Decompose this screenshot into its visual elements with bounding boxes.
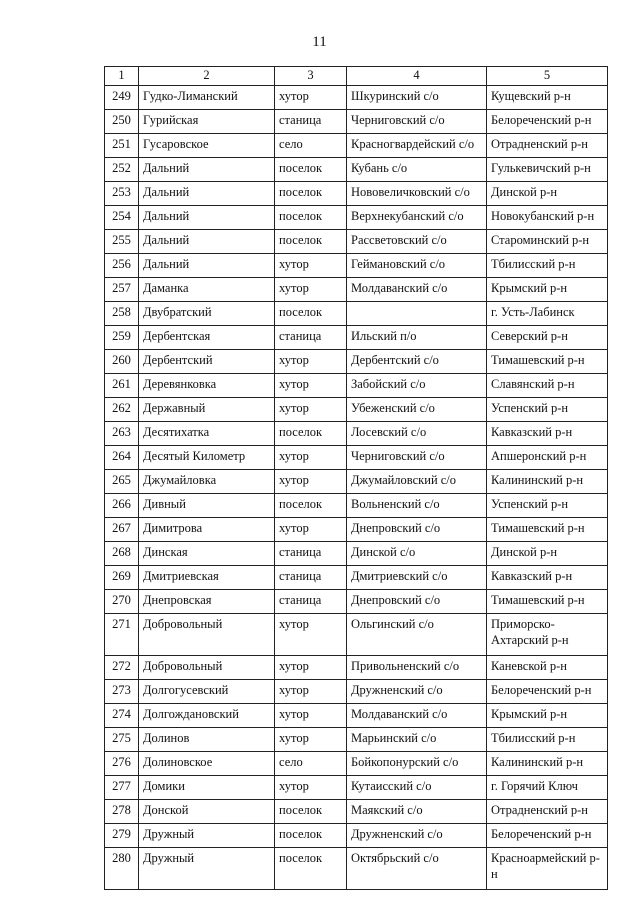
- municipal-district-cell: Тимашевский р-н: [487, 350, 608, 374]
- row-number-cell: 268: [105, 542, 139, 566]
- row-number-cell: 266: [105, 494, 139, 518]
- rural-district-cell: Дружненский с/о: [347, 824, 487, 848]
- settlement-type-cell: хутор: [275, 254, 347, 278]
- municipal-district-cell: Отрадненский р-н: [487, 134, 608, 158]
- municipal-district-cell: Калининский р-н: [487, 752, 608, 776]
- settlement-type-cell: хутор: [275, 398, 347, 422]
- municipal-district-cell: Успенский р-н: [487, 494, 608, 518]
- table-row: [105, 656, 608, 680]
- table-row: [105, 800, 608, 824]
- row-number-cell: 274: [105, 704, 139, 728]
- settlement-name-cell: Дружный: [139, 848, 275, 890]
- table-row: [105, 134, 608, 158]
- rural-district-cell: Молдаванский с/о: [347, 704, 487, 728]
- row-number-cell: 260: [105, 350, 139, 374]
- municipal-district-cell: Каневской р-н: [487, 656, 608, 680]
- table-row: [105, 158, 608, 182]
- settlement-name-cell: Гурийская: [139, 110, 275, 134]
- row-number-cell: 265: [105, 470, 139, 494]
- settlement-name-cell: Добровольный: [139, 614, 275, 656]
- settlement-name-cell: Дальний: [139, 182, 275, 206]
- table-row: [105, 542, 608, 566]
- column-header: 2: [139, 67, 275, 86]
- settlement-name-cell: Державный: [139, 398, 275, 422]
- table-row: [105, 302, 608, 326]
- municipal-district-cell: Белореченский р-н: [487, 680, 608, 704]
- rural-district-cell: [347, 302, 487, 326]
- settlement-type-cell: поселок: [275, 206, 347, 230]
- municipal-district-cell: г. Горячий Ключ: [487, 776, 608, 800]
- row-number-cell: 250: [105, 110, 139, 134]
- column-header: 5: [487, 67, 608, 86]
- municipal-district-cell: Динской р-н: [487, 542, 608, 566]
- settlement-type-cell: поселок: [275, 824, 347, 848]
- row-number-cell: 271: [105, 614, 139, 656]
- rural-district-cell: Кутаисский с/о: [347, 776, 487, 800]
- rural-district-cell: Джумайловский с/о: [347, 470, 487, 494]
- table-row: [105, 728, 608, 752]
- row-number-cell: 272: [105, 656, 139, 680]
- rural-district-cell: Ильский п/о: [347, 326, 487, 350]
- rural-district-cell: Маякский с/о: [347, 800, 487, 824]
- settlement-name-cell: Днепровская: [139, 590, 275, 614]
- rural-district-cell: Привольненский с/о: [347, 656, 487, 680]
- rural-district-cell: Рассветовский с/о: [347, 230, 487, 254]
- rural-district-cell: Днепровский с/о: [347, 590, 487, 614]
- settlement-type-cell: село: [275, 752, 347, 776]
- rural-district-cell: Нововеличковский с/о: [347, 182, 487, 206]
- rural-district-cell: Вольненский с/о: [347, 494, 487, 518]
- row-number-cell: 251: [105, 134, 139, 158]
- column-header: 4: [347, 67, 487, 86]
- settlement-name-cell: Долинов: [139, 728, 275, 752]
- settlement-name-cell: Дальний: [139, 158, 275, 182]
- settlement-name-cell: Дружный: [139, 824, 275, 848]
- table-header-row: [105, 67, 608, 86]
- municipal-district-cell: Северский р-н: [487, 326, 608, 350]
- table-row: [105, 278, 608, 302]
- settlement-type-cell: поселок: [275, 158, 347, 182]
- row-number-cell: 257: [105, 278, 139, 302]
- row-number-cell: 253: [105, 182, 139, 206]
- rural-district-cell: Дружненский с/о: [347, 680, 487, 704]
- table-row: [105, 470, 608, 494]
- table-row: [105, 446, 608, 470]
- row-number-cell: 273: [105, 680, 139, 704]
- settlement-type-cell: хутор: [275, 614, 347, 656]
- table-row: [105, 374, 608, 398]
- settlement-name-cell: Гудко-Лиманский: [139, 86, 275, 110]
- settlement-name-cell: Гусаровское: [139, 134, 275, 158]
- settlement-type-cell: поселок: [275, 182, 347, 206]
- rural-district-cell: Красногвардейский с/о: [347, 134, 487, 158]
- settlement-type-cell: поселок: [275, 800, 347, 824]
- table-row: [105, 590, 608, 614]
- table-row: [105, 254, 608, 278]
- row-number-cell: 275: [105, 728, 139, 752]
- municipal-district-cell: Тимашевский р-н: [487, 518, 608, 542]
- municipal-district-cell: Тбилисский р-н: [487, 728, 608, 752]
- settlement-name-cell: Даманка: [139, 278, 275, 302]
- row-number-cell: 252: [105, 158, 139, 182]
- row-number-cell: 258: [105, 302, 139, 326]
- settlement-type-cell: хутор: [275, 86, 347, 110]
- municipal-district-cell: Кавказский р-н: [487, 422, 608, 446]
- row-number-cell: 269: [105, 566, 139, 590]
- municipal-district-cell: Апшеронский р-н: [487, 446, 608, 470]
- settlement-name-cell: Дальний: [139, 206, 275, 230]
- row-number-cell: 262: [105, 398, 139, 422]
- municipal-district-cell: Тимашевский р-н: [487, 590, 608, 614]
- table-row: [105, 182, 608, 206]
- rural-district-cell: Убеженский с/о: [347, 398, 487, 422]
- row-number-cell: 261: [105, 374, 139, 398]
- column-header: 3: [275, 67, 347, 86]
- settlement-name-cell: Дивный: [139, 494, 275, 518]
- table-row: [105, 776, 608, 800]
- rural-district-cell: Забойский с/о: [347, 374, 487, 398]
- rural-district-cell: Лосевский с/о: [347, 422, 487, 446]
- table-row: [105, 566, 608, 590]
- settlement-name-cell: Джумайловка: [139, 470, 275, 494]
- table-row: [105, 326, 608, 350]
- settlement-name-cell: Дальний: [139, 230, 275, 254]
- rural-district-cell: Днепровский с/о: [347, 518, 487, 542]
- table-row: [105, 206, 608, 230]
- municipal-district-cell: Красноармейский р-н: [487, 848, 608, 890]
- table-body: [105, 86, 608, 890]
- municipal-district-cell: Староминский р-н: [487, 230, 608, 254]
- settlement-type-cell: хутор: [275, 680, 347, 704]
- rural-district-cell: Дербентский с/о: [347, 350, 487, 374]
- settlement-name-cell: Домики: [139, 776, 275, 800]
- settlement-type-cell: хутор: [275, 704, 347, 728]
- table-row: [105, 518, 608, 542]
- settlement-name-cell: Двубратский: [139, 302, 275, 326]
- table-row: [105, 230, 608, 254]
- settlement-name-cell: Димитрова: [139, 518, 275, 542]
- row-number-cell: 255: [105, 230, 139, 254]
- settlement-type-cell: станица: [275, 542, 347, 566]
- municipal-district-cell: Крымский р-н: [487, 278, 608, 302]
- settlement-type-cell: поселок: [275, 494, 347, 518]
- settlement-type-cell: хутор: [275, 446, 347, 470]
- settlement-type-cell: поселок: [275, 848, 347, 890]
- settlement-type-cell: хутор: [275, 776, 347, 800]
- rural-district-cell: Бойкопонурский с/о: [347, 752, 487, 776]
- settlement-name-cell: Добровольный: [139, 656, 275, 680]
- municipal-district-cell: Крымский р-н: [487, 704, 608, 728]
- municipal-district-cell: Отрадненский р-н: [487, 800, 608, 824]
- table-row: [105, 704, 608, 728]
- row-number-cell: 264: [105, 446, 139, 470]
- settlement-name-cell: Дербентская: [139, 326, 275, 350]
- settlement-type-cell: хутор: [275, 656, 347, 680]
- table-row: [105, 494, 608, 518]
- settlement-name-cell: Динская: [139, 542, 275, 566]
- settlement-type-cell: хутор: [275, 350, 347, 374]
- settlement-type-cell: станица: [275, 590, 347, 614]
- row-number-cell: 267: [105, 518, 139, 542]
- settlement-name-cell: Десятихатка: [139, 422, 275, 446]
- settlement-type-cell: станица: [275, 110, 347, 134]
- rural-district-cell: Октябрьский с/о: [347, 848, 487, 890]
- row-number-cell: 249: [105, 86, 139, 110]
- row-number-cell: 270: [105, 590, 139, 614]
- municipal-district-cell: Гулькевичский р-н: [487, 158, 608, 182]
- table-row: [105, 350, 608, 374]
- column-header: 1: [105, 67, 139, 86]
- rural-district-cell: Верхнекубанский с/о: [347, 206, 487, 230]
- municipal-district-cell: Кавказский р-н: [487, 566, 608, 590]
- rural-district-cell: Кубань с/о: [347, 158, 487, 182]
- row-number-cell: 278: [105, 800, 139, 824]
- municipal-district-cell: Тбилисский р-н: [487, 254, 608, 278]
- municipal-district-cell: Кущевский р-н: [487, 86, 608, 110]
- table-row: [105, 848, 608, 890]
- rural-district-cell: Марьинский с/о: [347, 728, 487, 752]
- rural-district-cell: Геймановский с/о: [347, 254, 487, 278]
- row-number-cell: 259: [105, 326, 139, 350]
- table-row: [105, 422, 608, 446]
- table-row: [105, 86, 608, 110]
- municipal-district-cell: Приморско-Ахтарский р-н: [487, 614, 608, 656]
- settlement-name-cell: Долгогусевский: [139, 680, 275, 704]
- rural-district-cell: Динской с/о: [347, 542, 487, 566]
- settlement-name-cell: Дмитриевская: [139, 566, 275, 590]
- settlement-type-cell: хутор: [275, 518, 347, 542]
- settlement-type-cell: поселок: [275, 302, 347, 326]
- table-row: [105, 110, 608, 134]
- settlement-type-cell: станица: [275, 566, 347, 590]
- municipal-district-cell: Новокубанский р-н: [487, 206, 608, 230]
- municipal-district-cell: Калининский р-н: [487, 470, 608, 494]
- municipal-district-cell: Белореченский р-н: [487, 110, 608, 134]
- settlement-name-cell: Долгождановский: [139, 704, 275, 728]
- table-row: [105, 752, 608, 776]
- settlement-type-cell: хутор: [275, 374, 347, 398]
- settlement-type-cell: село: [275, 134, 347, 158]
- row-number-cell: 254: [105, 206, 139, 230]
- municipal-district-cell: Динской р-н: [487, 182, 608, 206]
- municipal-district-cell: Успенский р-н: [487, 398, 608, 422]
- settlement-name-cell: Дальний: [139, 254, 275, 278]
- row-number-cell: 279: [105, 824, 139, 848]
- row-number-cell: 276: [105, 752, 139, 776]
- municipal-district-cell: г. Усть-Лабинск: [487, 302, 608, 326]
- settlement-type-cell: хутор: [275, 728, 347, 752]
- rural-district-cell: Молдаванский с/о: [347, 278, 487, 302]
- settlement-type-cell: хутор: [275, 470, 347, 494]
- rural-district-cell: Черниговский с/о: [347, 446, 487, 470]
- settlement-type-cell: поселок: [275, 230, 347, 254]
- rural-district-cell: Черниговский с/о: [347, 110, 487, 134]
- settlements-table: [104, 66, 608, 890]
- settlement-name-cell: Дербентский: [139, 350, 275, 374]
- settlement-type-cell: хутор: [275, 278, 347, 302]
- rural-district-cell: Ольгинский с/о: [347, 614, 487, 656]
- table-row: [105, 614, 608, 656]
- row-number-cell: 280: [105, 848, 139, 890]
- settlement-type-cell: поселок: [275, 422, 347, 446]
- table-row: [105, 680, 608, 704]
- page-number: 11: [312, 34, 327, 50]
- table-row: [105, 398, 608, 422]
- settlement-name-cell: Десятый Километр: [139, 446, 275, 470]
- settlement-name-cell: Деревянковка: [139, 374, 275, 398]
- row-number-cell: 256: [105, 254, 139, 278]
- settlement-name-cell: Донской: [139, 800, 275, 824]
- settlement-type-cell: станица: [275, 326, 347, 350]
- row-number-cell: 277: [105, 776, 139, 800]
- settlement-name-cell: Долиновское: [139, 752, 275, 776]
- table-row: [105, 824, 608, 848]
- rural-district-cell: Дмитриевский с/о: [347, 566, 487, 590]
- row-number-cell: 263: [105, 422, 139, 446]
- rural-district-cell: Шкуринский с/о: [347, 86, 487, 110]
- municipal-district-cell: Славянский р-н: [487, 374, 608, 398]
- municipal-district-cell: Белореченский р-н: [487, 824, 608, 848]
